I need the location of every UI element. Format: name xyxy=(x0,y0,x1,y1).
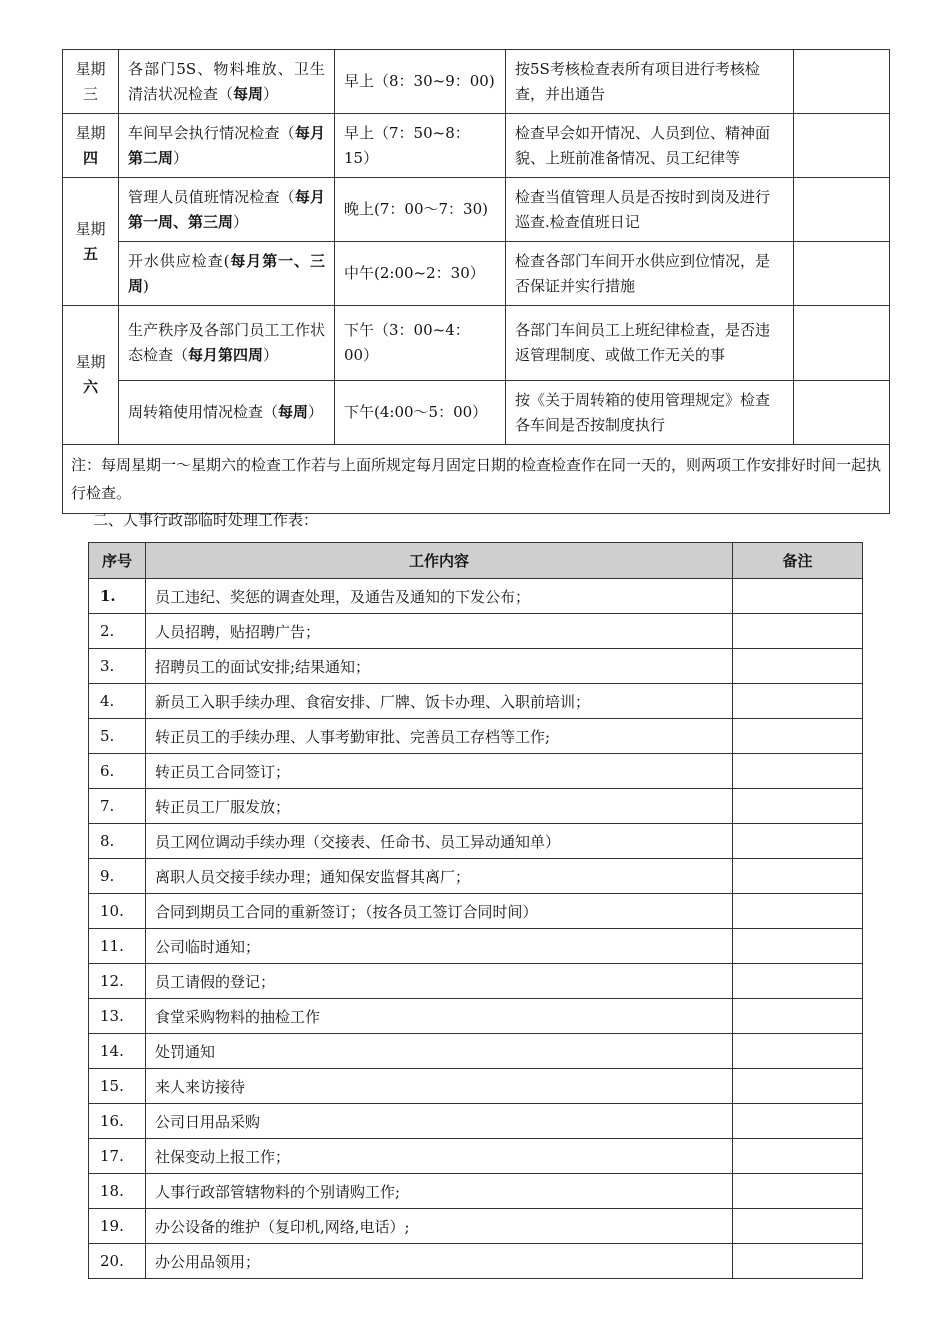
task-number: 13. xyxy=(89,999,146,1034)
task-number: 14. xyxy=(89,1034,146,1069)
task-remark xyxy=(733,929,863,964)
table-row xyxy=(89,894,863,929)
task-content: 来人来访接待 xyxy=(146,1069,733,1104)
task-number: 20. xyxy=(89,1244,146,1279)
check-frequency: 每月第一周、第三周 xyxy=(128,187,325,231)
check-item-tail: ） xyxy=(263,84,279,103)
task-number: 16. xyxy=(89,1104,146,1139)
weekday-cell xyxy=(63,178,119,306)
inspection-schedule-table xyxy=(62,49,890,514)
table-header-row xyxy=(89,543,863,579)
check-note xyxy=(794,381,890,445)
task-remark xyxy=(733,894,863,929)
check-item-tail: ） xyxy=(233,212,249,231)
check-item-text: 生产秩序及各部门员工工作状态检查（ xyxy=(128,321,325,364)
task-number: 5. xyxy=(89,719,146,754)
check-item-tail: ） xyxy=(263,346,279,364)
task-content: 新员工入职手续办理、食宿安排、厂牌、饭卡办理、入职前培训； xyxy=(146,684,733,719)
check-note xyxy=(794,242,890,306)
check-description: 按《关于周转箱的使用管理规定》检查各车间是否按制度执行 xyxy=(506,381,794,445)
check-time: 早上（7：50~8：15） xyxy=(335,114,506,178)
weekday-cell xyxy=(63,306,119,445)
check-time: 下午(4:00～5：00） xyxy=(335,381,506,445)
task-content: 员工请假的登记； xyxy=(146,964,733,999)
table-row xyxy=(89,824,863,859)
check-item xyxy=(119,306,335,381)
task-remark xyxy=(733,1034,863,1069)
check-item-tail: ) xyxy=(143,276,149,295)
task-content: 招聘员工的面试安排;结果通知； xyxy=(146,649,733,684)
task-remark xyxy=(733,1139,863,1174)
weekday-prefix: 星期 xyxy=(75,59,106,78)
check-time: 下午（3：00~4：00） xyxy=(335,306,506,381)
table-row xyxy=(89,964,863,999)
table-row xyxy=(89,1174,863,1209)
schedule-row xyxy=(63,50,890,114)
weekday-name: 五 xyxy=(82,244,98,263)
schedule-footnote-row xyxy=(63,445,890,514)
table-row xyxy=(89,929,863,964)
task-remark xyxy=(733,614,863,649)
task-remark xyxy=(733,789,863,824)
task-remark xyxy=(733,859,863,894)
check-item-text: 开水供应检查( xyxy=(128,251,230,270)
task-content: 公司日用品采购 xyxy=(146,1104,733,1139)
column-header-remark: 备注 xyxy=(733,543,863,579)
weekday-cell xyxy=(63,50,119,114)
schedule-row xyxy=(63,114,890,178)
check-frequency: 每周 xyxy=(233,84,264,103)
task-number: 15. xyxy=(89,1069,146,1104)
task-remark xyxy=(733,649,863,684)
schedule-row xyxy=(63,381,890,445)
task-number: 3. xyxy=(89,649,146,684)
weekday-prefix: 星期 xyxy=(75,353,106,371)
task-content: 人事行政部管辖物料的个别请购工作; xyxy=(146,1174,733,1209)
task-remark xyxy=(733,1174,863,1209)
task-remark xyxy=(733,824,863,859)
task-number: 10. xyxy=(89,894,146,929)
schedule-row xyxy=(63,178,890,242)
weekday-name: 六 xyxy=(82,378,98,396)
task-content: 办公设备的维护（复印机,网络,电话）; xyxy=(146,1209,733,1244)
task-remark xyxy=(733,964,863,999)
check-description: 各部门车间员工上班纪律检查，是否违返管理制度、或做工作无关的事 xyxy=(506,306,794,381)
weekday-cell xyxy=(63,114,119,178)
check-frequency: 每月第二周 xyxy=(128,123,325,167)
check-item-tail: ） xyxy=(308,403,324,421)
task-list xyxy=(89,579,863,1279)
task-content: 离职人员交接手续办理；通知保安监督其离厂； xyxy=(146,859,733,894)
column-header-no: 序号 xyxy=(89,543,146,579)
task-number: 12. xyxy=(89,964,146,999)
task-content: 公司临时通知； xyxy=(146,929,733,964)
task-content: 社保变动上报工作； xyxy=(146,1139,733,1174)
check-item-text: 各部门5S、物料堆放、卫生清洁状况检查（ xyxy=(128,59,325,103)
check-frequency: 每周 xyxy=(278,403,309,421)
check-time: 中午(2:00~2：30） xyxy=(335,242,506,306)
weekday-name: 四 xyxy=(82,148,98,167)
task-number: 11. xyxy=(89,929,146,964)
task-content: 员工网位调动手续办理（交接表、任命书、员工异动通知单） xyxy=(146,824,733,859)
check-time: 晚上(7：00～7：30) xyxy=(335,178,506,242)
task-content: 转正员工合同签订； xyxy=(146,754,733,789)
check-item-text: 周转箱使用情况检查（ xyxy=(128,403,279,421)
task-content: 办公用品领用； xyxy=(146,1244,733,1279)
task-number: 19. xyxy=(89,1209,146,1244)
task-number: 7. xyxy=(89,789,146,824)
task-number: 18. xyxy=(89,1174,146,1209)
check-item xyxy=(119,50,335,114)
check-item xyxy=(119,242,335,306)
check-item-text: 管理人员值班情况检查（ xyxy=(128,187,295,206)
check-description: 检查当值管理人员是否按时到岗及进行巡查.检查值班日记 xyxy=(506,178,794,242)
check-description: 检查早会如开情况、人员到位、精神面貌、上班前准备情况、员工纪律等 xyxy=(506,114,794,178)
task-remark xyxy=(733,719,863,754)
check-note xyxy=(794,50,890,114)
table-row xyxy=(89,754,863,789)
task-content: 转正员工的手续办理、人事考勤审批、完善员工存档等工作; xyxy=(146,719,733,754)
weekday-prefix: 星期 xyxy=(75,123,106,142)
table-row xyxy=(89,1034,863,1069)
weekday-prefix: 星期 xyxy=(75,219,106,238)
task-number: 6. xyxy=(89,754,146,789)
table-row xyxy=(89,1104,863,1139)
task-content: 人员招聘，贴招聘广告； xyxy=(146,614,733,649)
table-row xyxy=(89,579,863,614)
check-time: 早上（8：30~9：00) xyxy=(335,50,506,114)
task-number: 2. xyxy=(89,614,146,649)
check-note xyxy=(794,306,890,381)
check-item xyxy=(119,381,335,445)
task-remark xyxy=(733,754,863,789)
hr-temporary-tasks-table xyxy=(88,542,863,1279)
table-row xyxy=(89,859,863,894)
task-number: 17. xyxy=(89,1139,146,1174)
table-row xyxy=(89,1244,863,1279)
schedule-row xyxy=(63,242,890,306)
task-remark xyxy=(733,1069,863,1104)
check-frequency: 每月第四周 xyxy=(188,346,264,364)
table-row xyxy=(89,789,863,824)
task-remark xyxy=(733,684,863,719)
check-item xyxy=(119,114,335,178)
task-content: 合同到期员工合同的重新签订；（按各员工签订合同时间） xyxy=(146,894,733,929)
table-row xyxy=(89,684,863,719)
task-remark xyxy=(733,1104,863,1139)
check-item xyxy=(119,178,335,242)
task-number: 4. xyxy=(89,684,146,719)
check-description: 检查各部门车间开水供应到位情况，是否保证并实行措施 xyxy=(506,242,794,306)
task-remark xyxy=(733,579,863,614)
table-row xyxy=(89,649,863,684)
task-remark xyxy=(733,1244,863,1279)
task-content: 食堂采购物料的抽检工作 xyxy=(146,999,733,1034)
task-content: 处罚通知 xyxy=(146,1034,733,1069)
task-number: 9. xyxy=(89,859,146,894)
task-remark xyxy=(733,1209,863,1244)
weekday-name: 三 xyxy=(82,84,98,103)
table-row xyxy=(89,1139,863,1174)
schedule-row xyxy=(63,306,890,381)
check-description: 按5S考核检查表所有项目进行考核检查，并出通告 xyxy=(506,50,794,114)
table-row xyxy=(89,999,863,1034)
task-remark xyxy=(733,999,863,1034)
task-content: 转正员工厂服发放； xyxy=(146,789,733,824)
table-row xyxy=(89,719,863,754)
task-number: 1. xyxy=(89,579,146,614)
column-header-content: 工作内容 xyxy=(146,543,733,579)
schedule-footnote: 注：每周星期一～星期六的检查工作若与上面所规定每月固定日期的检查检查作在同一天的，则两项工作安排好时间一起执行检查。 xyxy=(63,445,890,514)
section-heading: 二、人事行政部临时处理工作表： xyxy=(93,511,319,529)
table-row xyxy=(89,1209,863,1244)
task-content: 员工违纪、奖惩的调查处理，及通告及通知的下发公布； xyxy=(146,579,733,614)
check-frequency: 每月第一、三周 xyxy=(128,251,325,295)
check-item-text: 车间早会执行情况检查（ xyxy=(128,123,295,142)
check-item-tail: ） xyxy=(173,148,189,167)
check-note xyxy=(794,114,890,178)
check-note xyxy=(794,178,890,242)
table-row xyxy=(89,1069,863,1104)
table-row xyxy=(89,614,863,649)
task-number: 8. xyxy=(89,824,146,859)
